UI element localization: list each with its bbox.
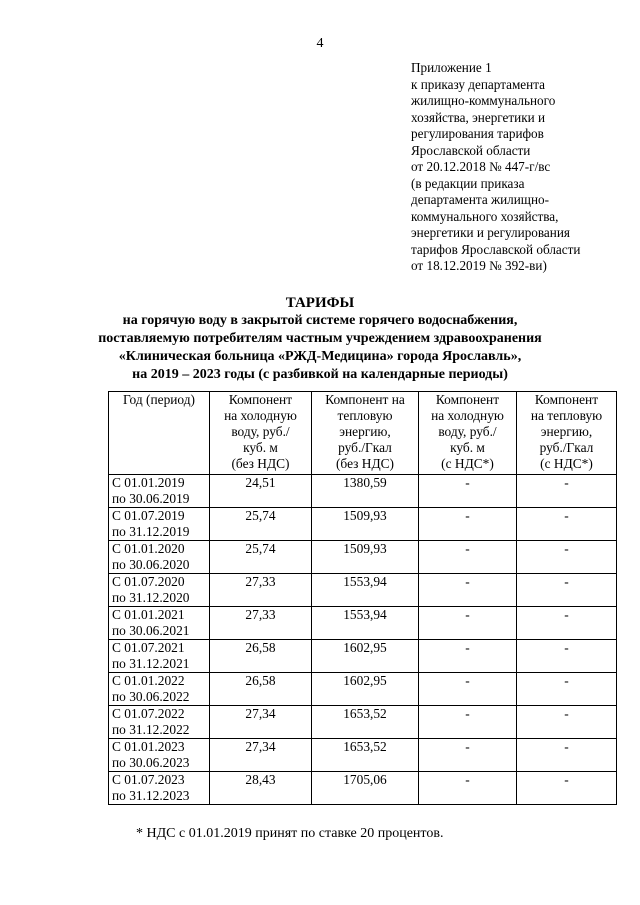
cell-period: С 01.07.2020 по 31.12.2020 — [109, 574, 210, 607]
title-line: на горячую воду в закрытой системе горячего водоснабжения, — [122, 313, 518, 328]
table-row — [109, 508, 617, 541]
cell-cold-vat: - — [419, 607, 517, 640]
cell-heat-vat: - — [517, 607, 617, 640]
appendix-line: жилищно-коммунального — [411, 93, 556, 108]
cell-period: С 01.01.2021 по 30.06.2021 — [109, 607, 210, 640]
table-row — [109, 475, 617, 508]
cell-cold-vat: - — [419, 475, 517, 508]
cell-cold-vat: - — [419, 574, 517, 607]
title-line: «Клиническая больница «РЖД-Медицина» города Ярославль», — [118, 349, 522, 364]
table-row — [109, 739, 617, 772]
appendix-line: (в редакции приказа — [411, 175, 525, 191]
appendix-line: коммунального хозяйства, — [411, 208, 559, 224]
header-heat-no-vat: Компонент на тепловую энергию, руб./Гкал (без НДС) — [312, 392, 419, 475]
table-row — [109, 673, 617, 706]
header-period: Год (период) — [109, 392, 210, 475]
appendix-line: Ярославской области — [411, 142, 531, 158]
appendix-line: от 20.12.2018 № 447-г/вс — [411, 159, 551, 174]
appendix-line: регулирования тарифов — [411, 126, 544, 141]
footnote: * НДС с 01.01.2019 принят по ставке 20 процентов. — [136, 826, 444, 841]
cell-heat-vat: - — [517, 673, 617, 706]
table-row — [109, 640, 617, 673]
cell-cold-no-vat: 27,33 — [210, 607, 312, 640]
cell-cold-vat: - — [419, 541, 517, 574]
cell-period: С 01.01.2023 по 30.06.2023 — [109, 739, 210, 772]
cell-heat-no-vat: 1553,94 — [312, 574, 419, 607]
cell-heat-vat: - — [517, 508, 617, 541]
header-cold-no-vat: Компонент на холодную воду, руб./ куб. м (без НДС) — [210, 392, 312, 475]
cell-cold-vat: - — [419, 673, 517, 706]
cell-heat-no-vat: 1705,06 — [312, 772, 419, 805]
document-title — [40, 294, 600, 384]
page-number: 4 — [316, 36, 324, 51]
cell-heat-vat: - — [517, 706, 617, 739]
cell-cold-vat: - — [419, 739, 517, 772]
table-row — [109, 607, 617, 640]
cell-period: С 01.01.2020 по 30.06.2020 — [109, 541, 210, 574]
cell-heat-vat: - — [517, 772, 617, 805]
cell-cold-vat: - — [419, 772, 517, 805]
cell-heat-no-vat: 1602,95 — [312, 673, 419, 706]
cell-period: С 01.07.2021 по 31.12.2021 — [109, 640, 210, 673]
cell-cold-no-vat: 27,33 — [210, 574, 312, 607]
cell-heat-no-vat: 1553,94 — [312, 607, 419, 640]
cell-cold-vat: - — [419, 640, 517, 673]
cell-heat-vat: - — [517, 574, 617, 607]
title-main: ТАРИФЫ — [285, 295, 355, 311]
cell-cold-no-vat: 26,58 — [210, 673, 312, 706]
cell-heat-no-vat: 1509,93 — [312, 541, 419, 574]
cell-heat-vat: - — [517, 541, 617, 574]
cell-cold-no-vat: 26,58 — [210, 640, 312, 673]
appendix-line: от 18.12.2019 № 392-ви) — [411, 258, 547, 273]
table-row — [109, 706, 617, 739]
header-cold-vat: Компонент на холодную воду, руб./ куб. м (с НДС*) — [419, 392, 517, 475]
appendix-block — [411, 60, 626, 275]
cell-cold-no-vat: 27,34 — [210, 706, 312, 739]
tariffs-table — [108, 391, 617, 805]
cell-period: С 01.01.2022 по 30.06.2022 — [109, 673, 210, 706]
cell-cold-no-vat: 25,74 — [210, 508, 312, 541]
appendix-line: к приказу департамента — [411, 76, 545, 92]
title-line: на 2019 – 2023 годы (с разбивкой на календарные периоды) — [132, 367, 508, 382]
cell-heat-no-vat: 1380,59 — [312, 475, 419, 508]
appendix-line: тарифов Ярославской области — [411, 241, 581, 257]
cell-period: С 01.07.2019 по 31.12.2019 — [109, 508, 210, 541]
appendix-line: энергетики и регулирования — [411, 225, 570, 240]
cell-heat-no-vat: 1602,95 — [312, 640, 419, 673]
appendix-line: хозяйства, энергетики и — [411, 109, 546, 125]
cell-cold-no-vat: 25,74 — [210, 541, 312, 574]
table-row — [109, 772, 617, 805]
cell-heat-no-vat: 1653,52 — [312, 739, 419, 772]
cell-cold-no-vat: 27,34 — [210, 739, 312, 772]
cell-heat-vat: - — [517, 475, 617, 508]
cell-heat-no-vat: 1509,93 — [312, 508, 419, 541]
cell-period: С 01.01.2019 по 30.06.2019 — [109, 475, 210, 508]
cell-heat-no-vat: 1653,52 — [312, 706, 419, 739]
table-row — [109, 541, 617, 574]
cell-cold-vat: - — [419, 508, 517, 541]
cell-period: С 01.07.2023 по 31.12.2023 — [109, 772, 210, 805]
appendix-line: Приложение 1 — [411, 60, 492, 75]
title-line: поставляемую потребителям частным учреждением здравоохранения — [98, 331, 542, 346]
table-header-row — [109, 392, 617, 475]
cell-heat-vat: - — [517, 739, 617, 772]
header-heat-vat: Компонент на тепловую энергию, руб./Гкал (с НДС*) — [517, 392, 617, 475]
cell-heat-vat: - — [517, 640, 617, 673]
cell-cold-no-vat: 28,43 — [210, 772, 312, 805]
appendix-line: департамента жилищно- — [411, 192, 550, 207]
table-row — [109, 574, 617, 607]
cell-cold-vat: - — [419, 706, 517, 739]
cell-period: С 01.07.2022 по 31.12.2022 — [109, 706, 210, 739]
cell-cold-no-vat: 24,51 — [210, 475, 312, 508]
